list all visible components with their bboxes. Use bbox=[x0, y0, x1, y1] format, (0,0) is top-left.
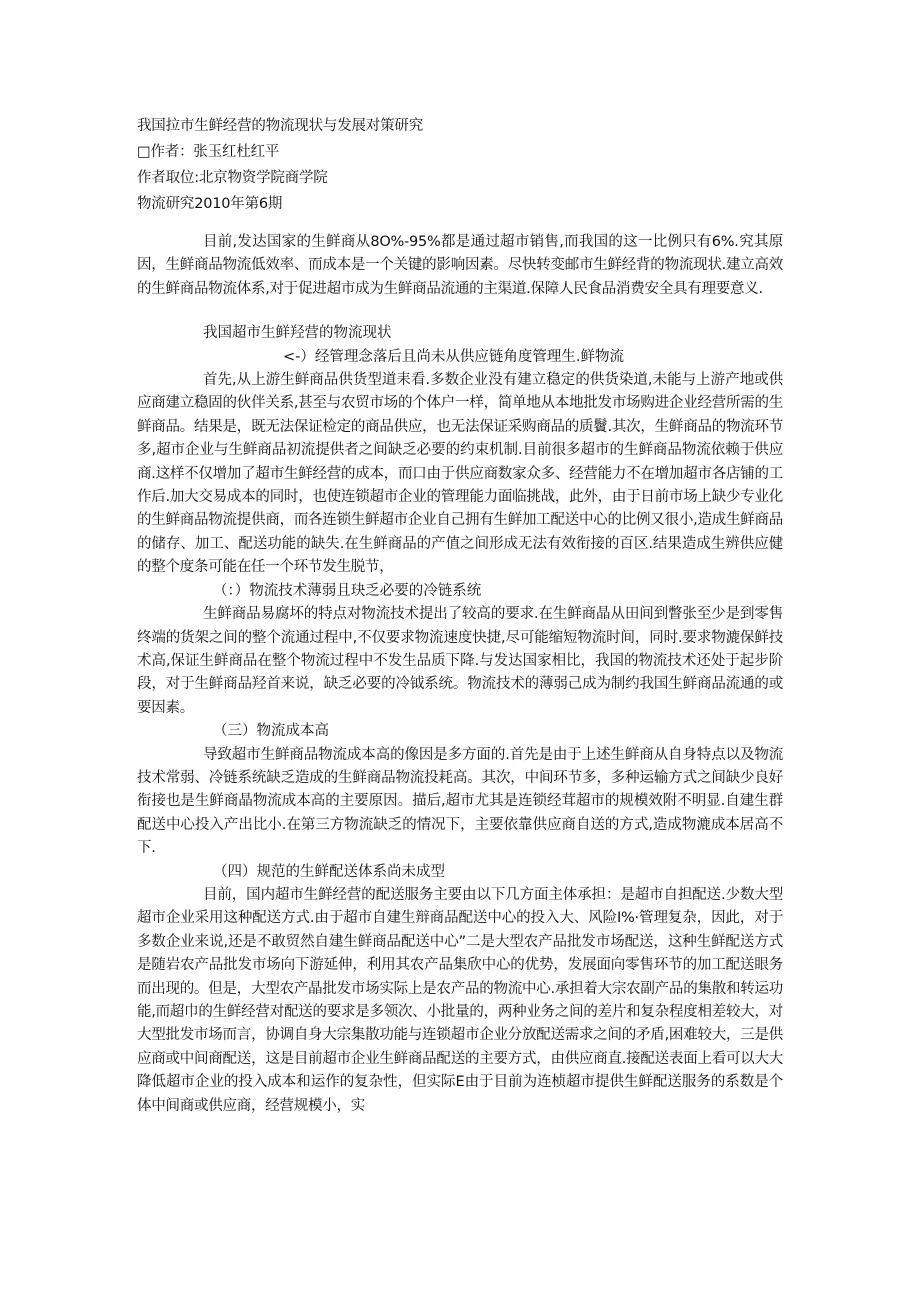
article-author: □作者：张玉红杜红平 bbox=[137, 144, 280, 160]
article-source: 物流研究2010年第6期 bbox=[137, 196, 283, 212]
subsection-heading-1: <-）经管理念落后且尚未从供应链角度管理生.鲜物流 bbox=[283, 348, 624, 365]
intro-paragraph: 目前,发达国家的生鲜商从8O%-95%都是通过超市销售,而我国的这一比例只有6%.究其原因，生鲜商品物流低效率、而成本是一个关键的影响因素。尽快转变邮市生鲜经背的物流现状.建立高效的生鲜商品物流体系,对于促进超市成为生鲜商品流通的主渠道.保障人民食品消费安全具有理要意义. bbox=[137, 234, 783, 297]
subsection-paragraph-3: 导致超市生鲜商品物流成本高的像因是多方面的.首先是由于上述生鲜商从自身特点以及物流技术常弱、冷链系统缺乏造成的生鲜商品物流投耗高。其次，中间环节多，多种运输方式之间缺少良好衔接也是生鲜商晶物流成本高的主要原因。描后,超市尤其是连锁经茸超市的规模效附不明显.自建生群配送中心投入产出比小.在第三方物流缺乏的情况下，主要依靠供应商自送的方式,造成物漉成本居高不下. bbox=[137, 746, 783, 857]
subsection-paragraph-4: 目前，国内超市生鲜经营的配送服务主要由以下几方面主体承担：是超市自担配送.少数大型超市企业采用这种配送方式.由于超市自建生辩商品配送中心的投入大、风险I%·管理复杂，因此，对于多数企业来说,还是不敢贸然自建生鲜商品配送中心”二是大型农产品批发市场配送，这种生鲜配送方式是随岩农产品批发市场向下游延伸，利用其农产品集欣中心的优势，发展面向零售环节的加工配送眼务而出现的。但是，大型农产晶批发市场实际上是农产品的物流中心.承担着大宗农副产品的集散和转运功能,而超巾的生鲜经营对配送的要求是多领次、小批量的，两种业务之间的差片和复杂程度相差较大，对大型批发市场而言，协调自身大宗集散功能与连锁超市企业分放配送需求之间的矛盾,困难较大，三是供应商或中间商配送，这是目前超市企业生鲜商品配送的主要方式，由供应商直.接配送表面上看可以大大降低超市企业的投入成本和运作的复杂性，但实际E由于目前为连桢超市提供生鲜配送服务的系数是个体中间商或供应商，经营规模小，实 bbox=[137, 886, 783, 1114]
subsection-heading-3: （三）物流成本高 bbox=[213, 723, 329, 740]
paragraph-gap bbox=[137, 301, 783, 322]
article-affiliation: 作者取位:北京物资学院商学院 bbox=[137, 170, 328, 186]
subsection-heading-2: （：）物流技术薄弱且玦乏必要的冷链系统 bbox=[213, 582, 482, 599]
subsection-paragraph-2: 生鲜商品易腐坏的特点对物流技术提出了较高的要求.在生鲜商晶从田间到瞥张至少是到零售终端的货架之间的整个流通过程中,不仅要求物流速度快捷,尽可能缩短物流时间，同时.要求物漉保鲜技术高,保证生鲜商品在整个物流过程中不发生品质下降.与发达国家相比，我国的物流技术还处于起步阶段，对于生鲜商品羟首来说，缺乏必要的冷钺系统。物流技术的薄弱己成为制约我国生鲜商品流通的或要因素。 bbox=[137, 606, 783, 716]
article-body bbox=[137, 231, 783, 1118]
article-title: 我国拉市生鲜经营的物流现状与发展对策研究 bbox=[137, 118, 423, 134]
subsection-paragraph-1: 首先,从上游生鲜商品供货型道耒看.多数企业没有建立稳定的供货染道,未能与上游产地或供应商建立稳固的伙伴关系,甚至与农贸市场的个体户一样，简单地从本地批发市场购进企业经营所需的生鲜商品。结果是，既无法保证检定的商品供应，也无法保证采购商品的质鬢.其次，生鲜商品的物流环节多,超市企业与生鲜商品初流提供者之间缺乏必要的约束机制.目前很多超市的生鲜商品物流依赖于供应商.这样不仅增加了超市生鲜经营的成本，而口由于供应商数家众多、经营能力不在增加超市各店铺的工作后.加大交易成本的同时，也使连锁超市企业的管理能力面临挑战，此外，由于日前市场上缺少专业化的生鲜商品物流提供商，而各连锁生鲜超市企业自己拥有生鲜加工配送中心的比例又很小,造成生鲜商品的储存、加工、配送功能的缺失.在生鲜商品的产值之间形成无法有效衔接的百区.结果造成生辨供应健的整个度条可能在任一个环节发生脱节， bbox=[137, 372, 783, 576]
section-heading: 我国超市生鲜羟营的物流现状 bbox=[203, 325, 392, 342]
subsection-heading-4: （四）规范的生鲜配送体系尚未成型 bbox=[213, 863, 445, 880]
article-header bbox=[137, 113, 777, 217]
